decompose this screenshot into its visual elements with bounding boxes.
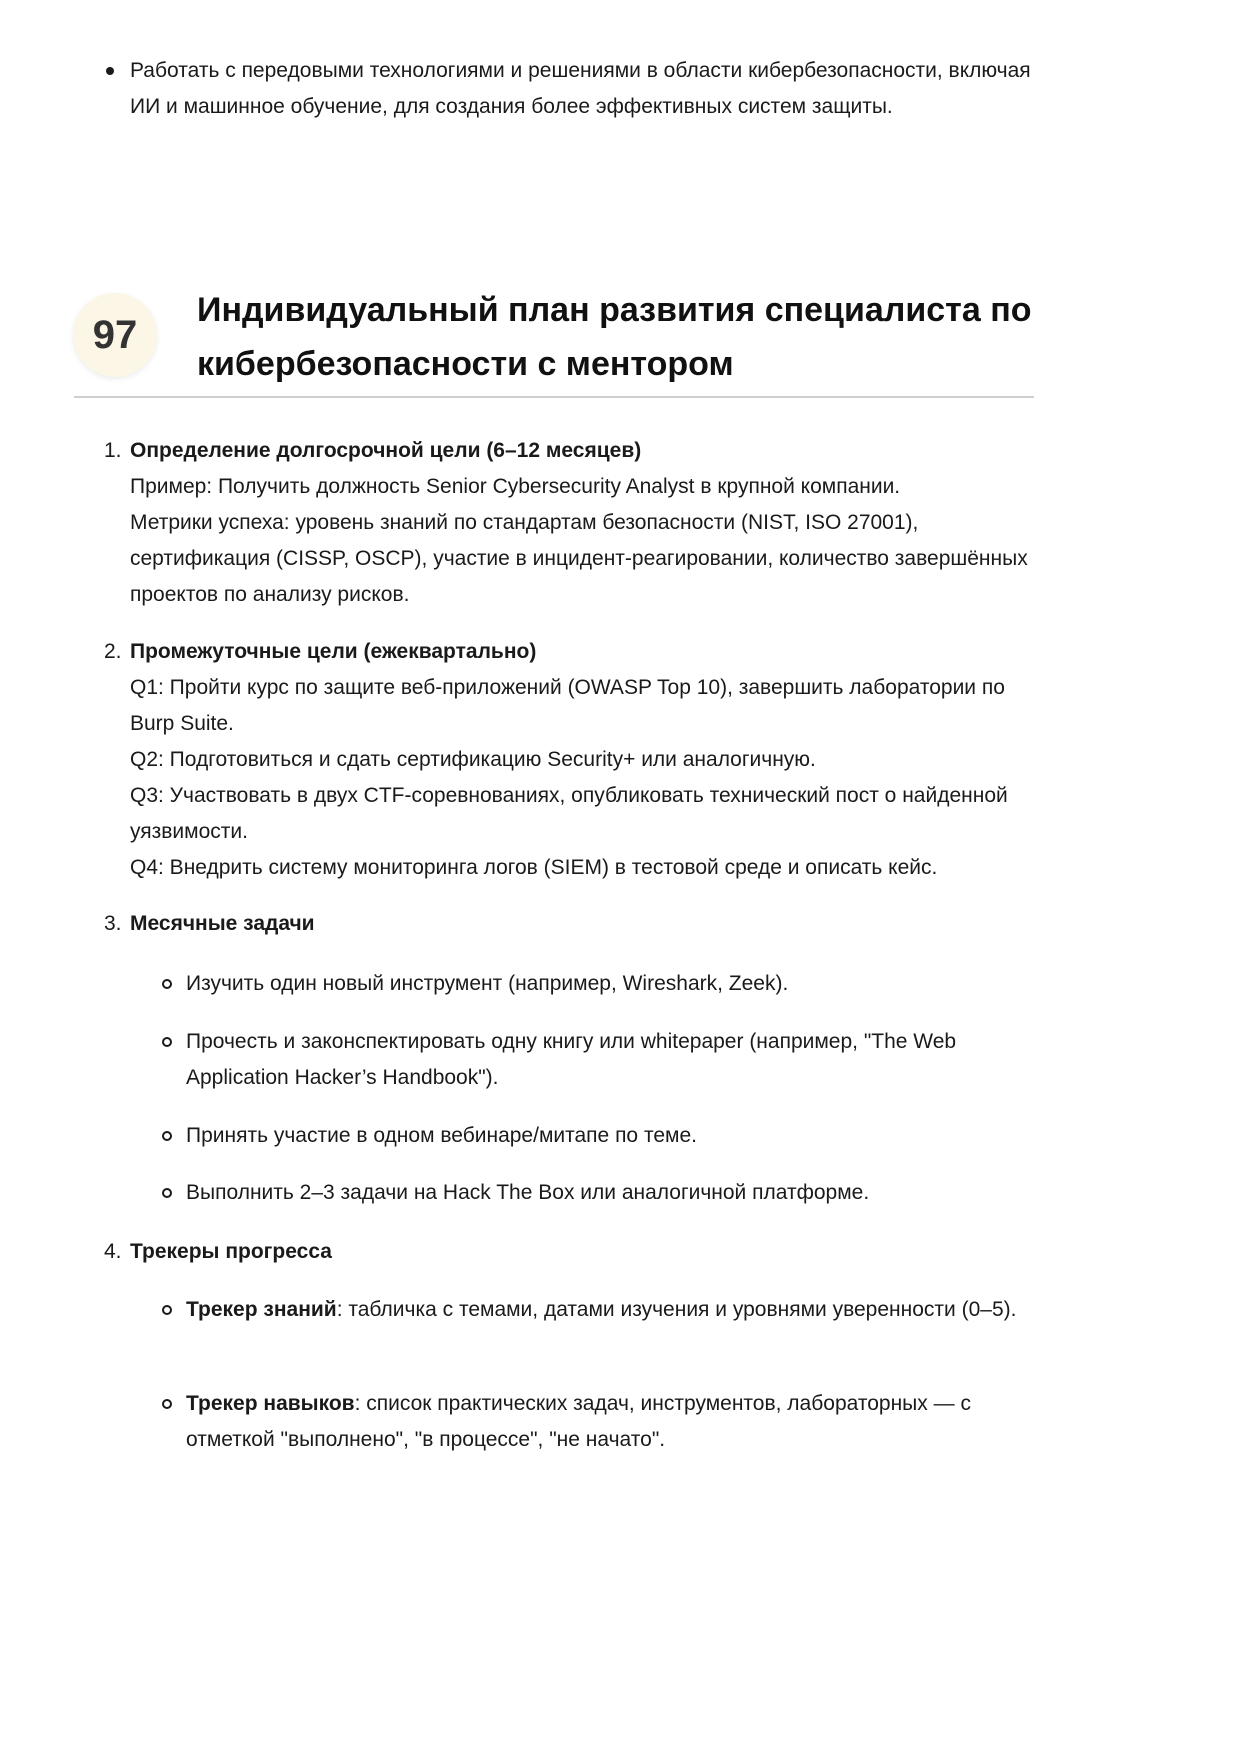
section-number-badge: 97 (73, 293, 157, 377)
item-title: Определение долгосрочной цели (6–12 месяцев) (130, 439, 642, 462)
item-title: Промежуточные цели (ежеквартально) (130, 640, 537, 663)
item-text: Метрики успеха: уровень знаний по стандартам безопасности (NIST, ISO 27001), сертификация (CISSP, OSCP), участие в инцидент-реагировании, количество завершённых проектов по анализу рисков. (130, 511, 1028, 606)
circle-bullet-icon (162, 979, 172, 989)
list-item-4: 4. Трекеры прогресса (104, 1240, 332, 1263)
sub-item: Трекер знаний: табличка с темами, датами изучения и уровнями уверенности (0–5). (186, 1292, 1036, 1328)
item-title: Месячные задачи (130, 912, 315, 935)
sub-item: Выполнить 2–3 задачи на Hack The Box или аналогичной платформе. (186, 1175, 1036, 1211)
item-text: Q1: Пройти курс по защите веб-приложений (OWASP Top 10), завершить лаборатории по Burp Suite. (130, 676, 1005, 735)
item-title: Трекеры прогресса (130, 1240, 332, 1263)
list-item-2: 2. Промежуточные цели (ежеквартально) Q1: Пройти курс по защите веб-приложений (OWASP Top 10), завершить лаборатории по Burp Suite. Q2: Подготовиться и сдать сертификацию Security+ или аналогичную. Q3: Участвовать в двух CTF-соревнованиях, опубликовать технический пост о найденной уязвимости. Q4: Внедрить систему мониторинга логов (SIEM) в тестовой среде и описать кейс. (130, 634, 1040, 886)
circle-bullet-icon (162, 1131, 172, 1141)
item-text: Q4: Внедрить систему мониторинга логов (SIEM) в тестовой среде и описать кейс. (130, 856, 938, 879)
sub-item: Прочесть и законспектировать одну книгу или whitepaper (например, "The Web Application Hacker’s Handbook"). (186, 1024, 1036, 1096)
item-text: Q3: Участвовать в двух CTF-соревнованиях, опубликовать технический пост о найденной уязвимости. (130, 784, 1008, 843)
circle-bullet-icon (162, 1399, 172, 1409)
list-item-3: 3. Месячные задачи (104, 912, 315, 935)
list-item-1: 1. Определение долгосрочной цели (6–12 месяцев) Пример: Получить должность Senior Cybersecurity Analyst в крупной компании. Метрики успеха: уровень знаний по стандартам безопасности (NIST, ISO 27001), сертификация (CISSP, OSCP), участие в инцидент-реагировании, количество завершённых проектов по анализу рисков. (130, 433, 1040, 613)
divider (74, 396, 1034, 398)
intro-bullet: Работать с передовыми технологиями и решениями в области кибербезопасности, включая ИИ и машинное обучение, для создания более эффективных систем защиты. (130, 53, 1040, 125)
circle-bullet-icon (162, 1037, 172, 1047)
item-text: Пример: Получить должность Senior Cybersecurity Analyst в крупной компании. (130, 475, 901, 498)
circle-bullet-icon (162, 1305, 172, 1315)
section-title: Индивидуальный план развития специалиста по кибербезопасности с ментором (197, 291, 1032, 383)
bullet-icon (106, 67, 114, 75)
sub-item: Изучить один новый инструмент (например, Wireshark, Zeek). (186, 966, 1036, 1002)
sub-item: Трекер навыков: список практических задач, инструментов, лабораторных — с отметкой "выполнено", "в процессе", "не начато". (186, 1386, 1036, 1458)
circle-bullet-icon (162, 1188, 172, 1198)
sub-item: Принять участие в одном вебинаре/митапе по теме. (186, 1118, 1036, 1154)
item-text: Q2: Подготовиться и сдать сертификацию Security+ или аналогичную. (130, 748, 816, 771)
